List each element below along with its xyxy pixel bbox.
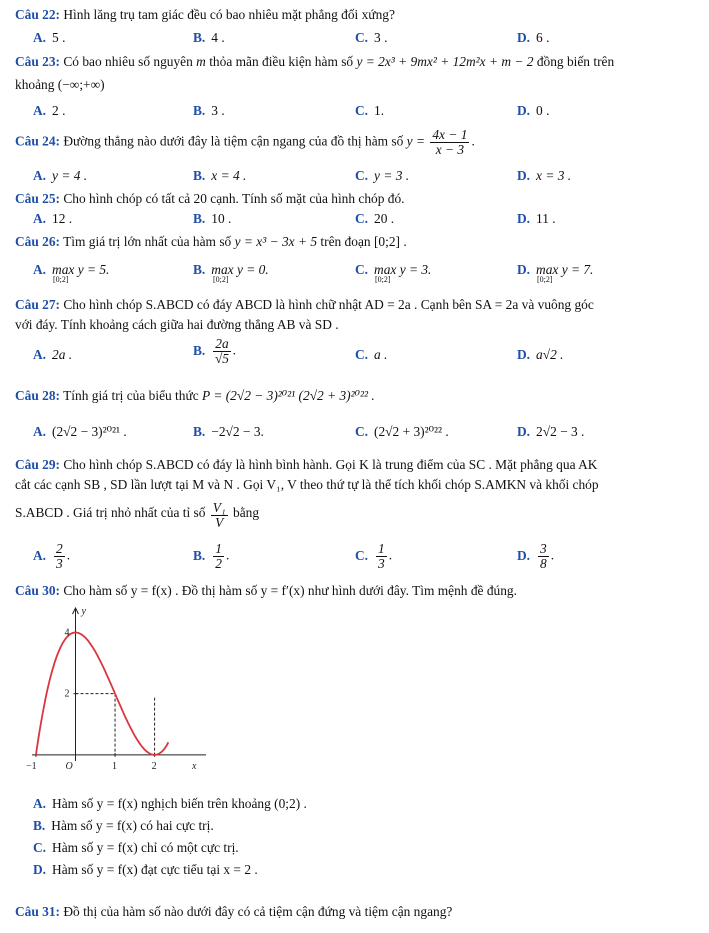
- options-28: [33, 424, 693, 444]
- x-axis-label: x: [192, 760, 197, 772]
- question-30: Câu 30: Cho hàm số y = f(x) . Đồ thị hàm số y = f′(x) như hình dưới đây. Tìm mệnh đề đúng.: [15, 583, 517, 598]
- options-29: [33, 542, 693, 576]
- fraction: $\frac{\text{V₁}}{V}$: [212, 500, 226, 531]
- option-d[interactable]: D. 6 .: [517, 30, 550, 45]
- question-23: Câu 23: Có bao nhiêu số nguyên m thỏa mãn điều kiện hàm số y = 2x³ + 9mx² + 12m²x + m − 2 đồng biến trên khoảng (−∞;+∞): [15, 54, 615, 92]
- option-a[interactable]: A. Hàm số y = f(x) nghịch biến trên khoảng (0;2) .: [33, 796, 307, 811]
- question-number: Câu 25:: [15, 191, 61, 206]
- option-a[interactable]: A. $\frac{2}{3}$ .: [33, 541, 71, 571]
- question-number: Câu 24:: [15, 133, 61, 149]
- option-d[interactable]: D. a√2 .: [517, 347, 564, 362]
- fraction: $\frac{4x - 1}{x - 3}$: [432, 127, 468, 157]
- options-30: [33, 793, 693, 881]
- option-a[interactable]: A. 2 .: [33, 103, 66, 118]
- origin-label: O: [65, 760, 73, 772]
- option-b[interactable]: B. 3 .: [193, 103, 225, 118]
- question-number: Câu 28:: [15, 388, 61, 403]
- options-22: [33, 30, 693, 50]
- option-d[interactable]: D. x = 3 .: [517, 168, 572, 183]
- option-d[interactable]: D. max y = 7. [0;2]: [517, 262, 594, 284]
- option-a[interactable]: A. max y = 5. [0;2]: [33, 262, 110, 284]
- option-d[interactable]: D. $\frac{3}{8}$ .: [517, 541, 555, 571]
- question-number: Câu 29:: [15, 457, 61, 472]
- options-26: [33, 262, 693, 290]
- options-25: [33, 211, 693, 231]
- option-b[interactable]: B. $\frac{2a}{√5}$ .: [193, 336, 237, 366]
- question-24: Câu 24: Đường thẳng nào dưới đây là tiệm cận ngang của đồ thị hàm số y = $\frac{4x - 1}{x - 3}$ .: [15, 127, 475, 157]
- option-a[interactable]: A. 2a .: [33, 347, 73, 362]
- option-b[interactable]: B. $\frac{1}{2}$ .: [193, 541, 230, 571]
- option-c[interactable]: C. 1.: [355, 103, 385, 118]
- question-number: Câu 22:: [15, 7, 61, 22]
- option-c[interactable]: C. y = 3 .: [355, 168, 410, 183]
- question-28: Câu 28: Tính giá trị của biểu thức P = (2√2 − 3)²⁰²¹ (2√2 + 3)²⁰²² .: [15, 388, 375, 403]
- option-b[interactable]: B. −2√2 − 3.: [193, 424, 264, 439]
- option-c[interactable]: C. Hàm số y = f(x) chỉ có một cực trị.: [33, 840, 239, 855]
- question-number: Câu 31:: [15, 904, 61, 919]
- x-tick-label: 2: [151, 760, 157, 772]
- question-27: Câu 27: Cho hình chóp S.ABCD có đáy ABCD là hình chữ nhật AD = 2a . Cạnh bên SA = 2a và vuông góc với đáy. Tính khoảng cách giữa hai đường thẳng AB và SD .: [15, 297, 594, 332]
- question-number: Câu 23:: [15, 54, 61, 69]
- question-25: Câu 25: Cho hình chóp có tất cả 20 cạnh. Tính số mặt của hình chóp đó.: [15, 191, 405, 206]
- question-number: Câu 30:: [15, 583, 61, 598]
- option-d[interactable]: D. 11 .: [517, 211, 556, 226]
- y-tick-label: 2: [64, 688, 70, 700]
- option-a[interactable]: A. (2√2 − 3)²⁰²¹ .: [33, 424, 127, 439]
- question-stem: Hình lăng trụ tam giác đều có bao nhiêu mặt phẳng đối xứng?: [63, 7, 395, 22]
- question-number: Câu 26:: [15, 234, 61, 249]
- options-23: [33, 103, 693, 123]
- question-31: Câu 31: Đồ thị của hàm số nào dưới đây có cả tiệm cận đứng và tiệm cận ngang?: [15, 904, 453, 919]
- x-tick-label: 1: [112, 760, 118, 772]
- option-a[interactable]: A. 5 .: [33, 30, 66, 45]
- y-axis-label: y: [81, 606, 86, 617]
- option-a[interactable]: A. 12 .: [33, 211, 73, 226]
- option-a[interactable]: A. y = 4 .: [33, 168, 88, 183]
- y-tick-label: 4: [64, 627, 70, 639]
- option-d[interactable]: D. 2√2 − 3 .: [517, 424, 585, 439]
- option-d[interactable]: D. Hàm số y = f(x) đạt cực tiểu tại x = 2 .: [33, 862, 258, 877]
- option-b[interactable]: B. 10 .: [193, 211, 232, 226]
- question-26: Câu 26: Tìm giá trị lớn nhất của hàm số y = x³ − 3x + 5 trên đoạn [0;2] .: [15, 234, 407, 249]
- option-c[interactable]: C. 20 .: [355, 211, 395, 226]
- x-tick-label: −1: [25, 760, 37, 772]
- options-24: [33, 168, 693, 188]
- option-b[interactable]: B. x = 4 .: [193, 168, 247, 183]
- options-27: [33, 337, 693, 373]
- option-c[interactable]: C. (2√2 + 3)²⁰²² .: [355, 424, 449, 439]
- option-d[interactable]: D. 0 .: [517, 103, 550, 118]
- option-c[interactable]: C. a .: [355, 347, 388, 362]
- option-b[interactable]: B. Hàm số y = f(x) có hai cực trị.: [33, 818, 214, 833]
- option-b[interactable]: B. 4 .: [193, 30, 225, 45]
- option-b[interactable]: B. max y = 0. [0;2]: [193, 262, 269, 284]
- question-number: Câu 27:: [15, 297, 61, 312]
- derivative-graph: [18, 600, 218, 785]
- question-22: [15, 6, 695, 23]
- question-29: Câu 29: Cho hình chóp S.ABCD có đáy là hình bình hành. Gọi K là trung điểm của SC . Mặt phẳng qua AK cắt các cạnh SB , SD lần lượt tại M và N . Gọi V₁, V theo thứ tự là thể tích khối chóp S.AMKN và khối chóp S.ABCD . Giá trị nhỏ nhất của tỉ số $\frac{\text{V₁}}{V}$ bằng: [15, 457, 599, 531]
- option-c[interactable]: C. max y = 3. [0;2]: [355, 262, 432, 284]
- option-c[interactable]: C. $\frac{1}{3}$ .: [355, 541, 393, 571]
- option-c[interactable]: C. 3 .: [355, 30, 388, 45]
